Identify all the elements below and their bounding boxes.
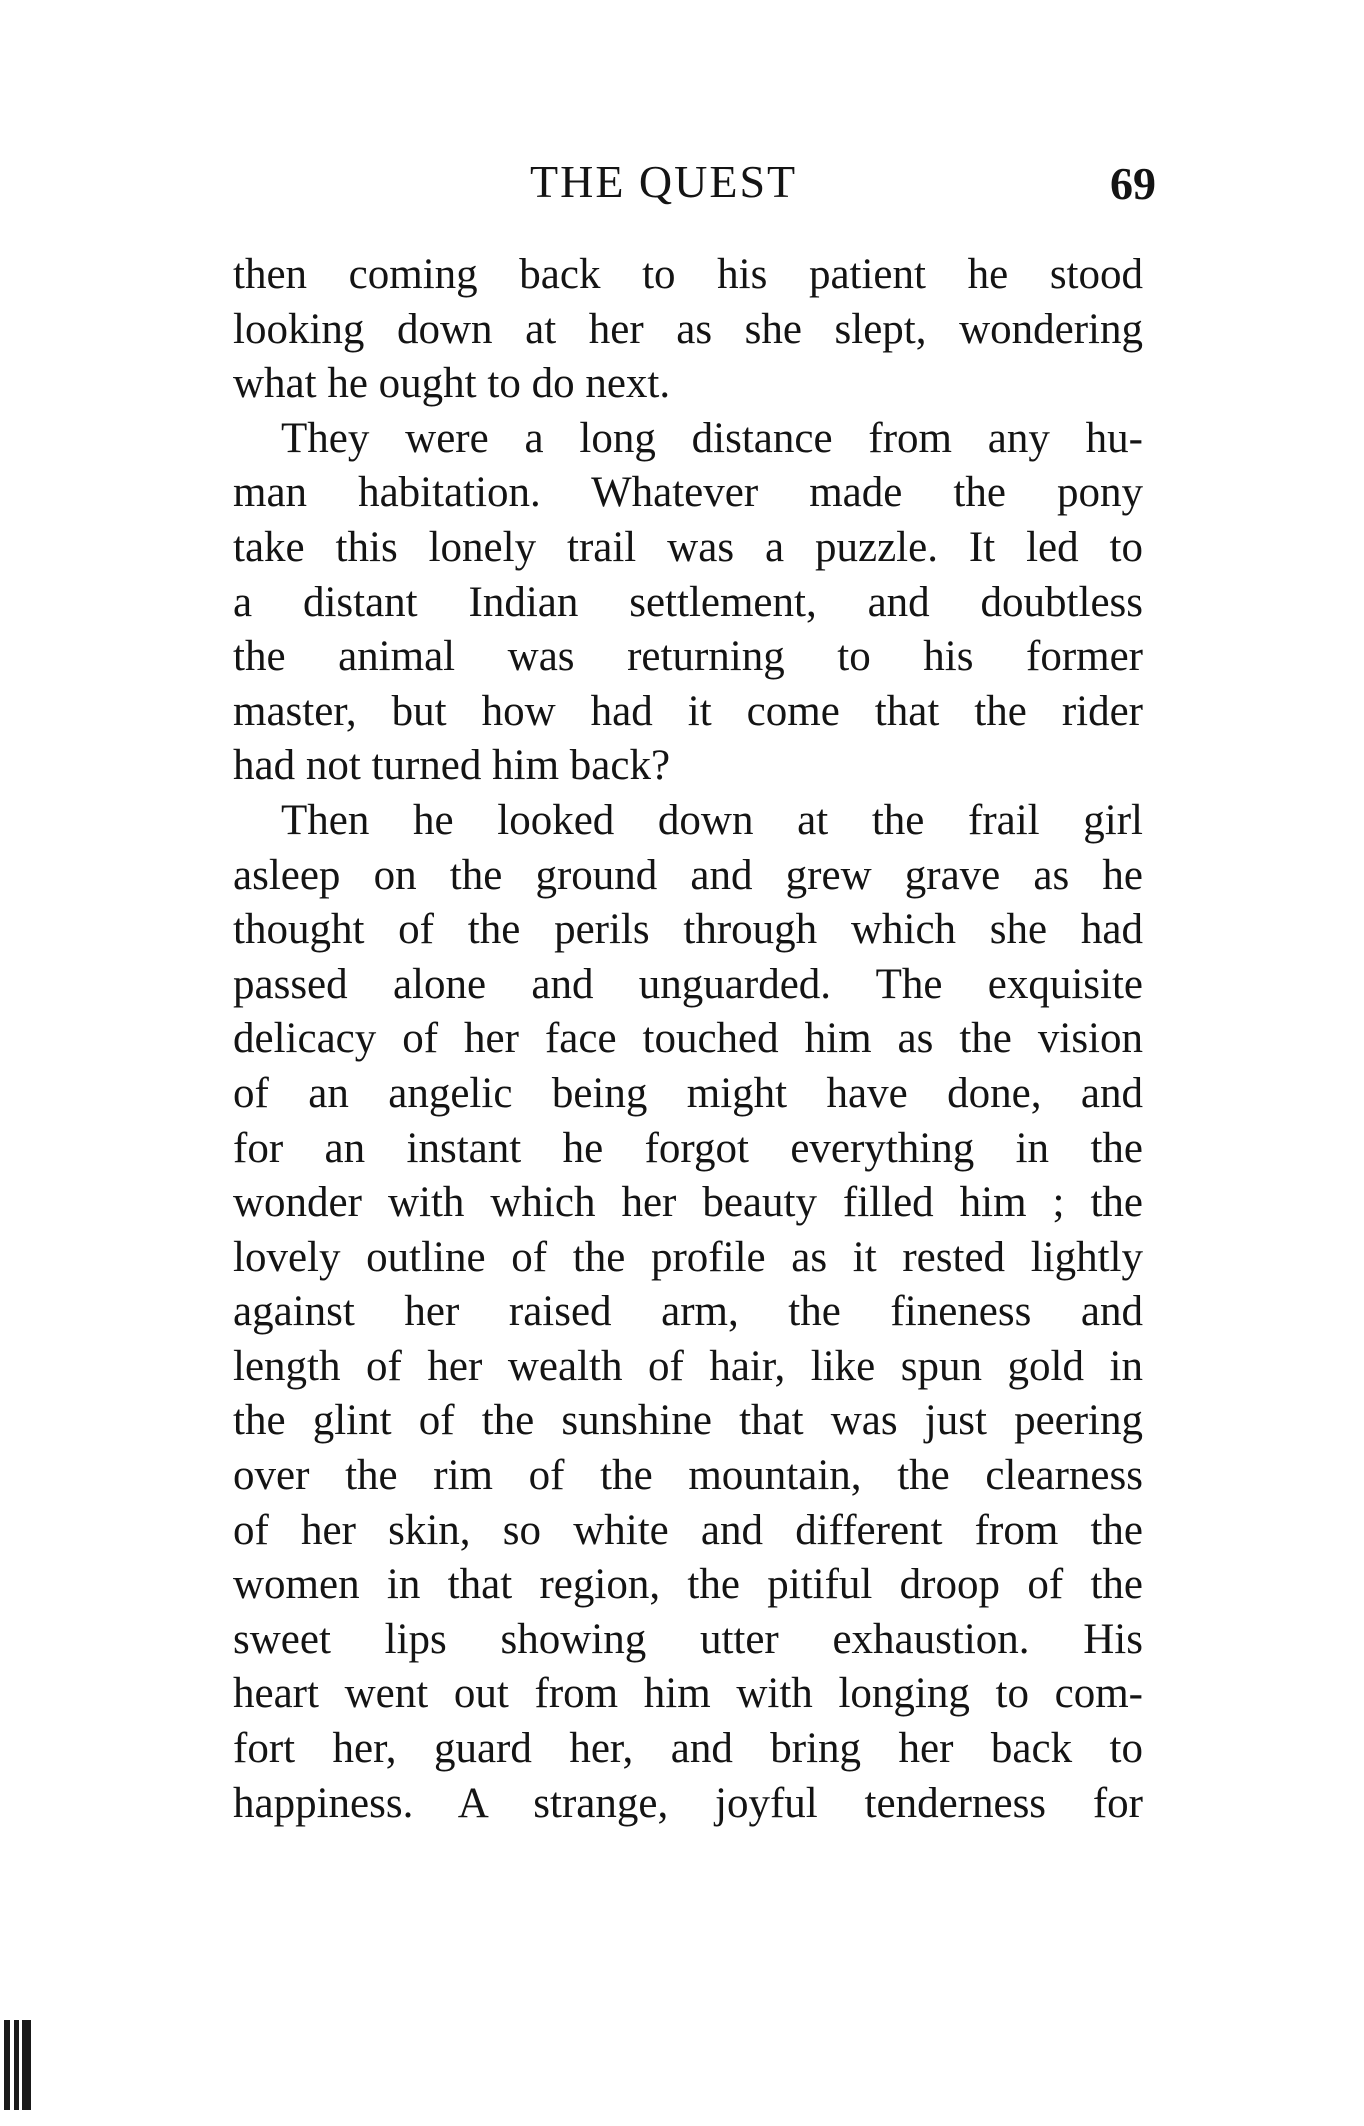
- running-head: [0, 152, 1364, 212]
- paragraph: [233, 794, 1143, 1831]
- text-line: over the rim of the mountain, the clearness: [233, 1452, 1143, 1500]
- text-line: happiness. A strange, joyful tenderness for: [233, 1779, 1143, 1827]
- text-line: master, but how had it come that the rider: [233, 687, 1143, 735]
- running-title: THE QUEST: [530, 156, 798, 207]
- text-line: looking down at her as she slept, wondering: [233, 305, 1143, 353]
- text-line: wonder with which her beauty filled him ; the: [233, 1179, 1143, 1227]
- text-line: sweet lips showing utter exhaustion. His: [233, 1615, 1143, 1663]
- text-line: lovely outline of the profile as it rested lightly: [233, 1233, 1143, 1281]
- text-line: the glint of the sunshine that was just peering: [233, 1397, 1143, 1445]
- text-line: take this lonely trail was a puzzle. It led to: [233, 523, 1143, 571]
- text-line: passed alone and unguarded. The exquisite: [233, 960, 1143, 1008]
- text-line: a distant Indian settlement, and doubtless: [233, 578, 1143, 626]
- paragraph: [233, 412, 1143, 794]
- text-line: They were a long distance from any hu-: [281, 414, 1143, 462]
- text-line: Then he looked down at the frail girl: [281, 796, 1143, 844]
- text-line: women in that region, the pitiful droop of the: [233, 1561, 1143, 1609]
- text-line: asleep on the ground and grew grave as he: [233, 851, 1143, 899]
- text-line: what he ought to do next.: [233, 360, 671, 408]
- text-line: heart went out from him with longing to com-: [233, 1670, 1143, 1718]
- page-number: 69: [1110, 158, 1156, 209]
- text-line: had not turned him back?: [233, 742, 671, 790]
- text-line: then coming back to his patient he stood: [233, 251, 1143, 298]
- text-line: against her raised arm, the fineness and: [233, 1288, 1143, 1336]
- paragraph: [233, 248, 1143, 412]
- binding-edge-mark: [0, 2020, 38, 2110]
- text-line: length of her wealth of hair, like spun gold in: [233, 1342, 1143, 1390]
- text-line: of an angelic being might have done, and: [233, 1069, 1143, 1117]
- text-body: [233, 248, 1143, 1831]
- text-line: for an instant he forgot everything in the: [233, 1124, 1143, 1172]
- text-line: of her skin, so white and different from the: [233, 1506, 1143, 1554]
- text-line: thought of the perils through which she had: [233, 906, 1143, 954]
- text-line: man habitation. Whatever made the pony: [233, 469, 1143, 517]
- text-line: the animal was returning to his former: [233, 633, 1143, 681]
- text-line: fort her, guard her, and bring her back to: [233, 1725, 1143, 1773]
- text-line: delicacy of her face touched him as the vision: [233, 1015, 1143, 1063]
